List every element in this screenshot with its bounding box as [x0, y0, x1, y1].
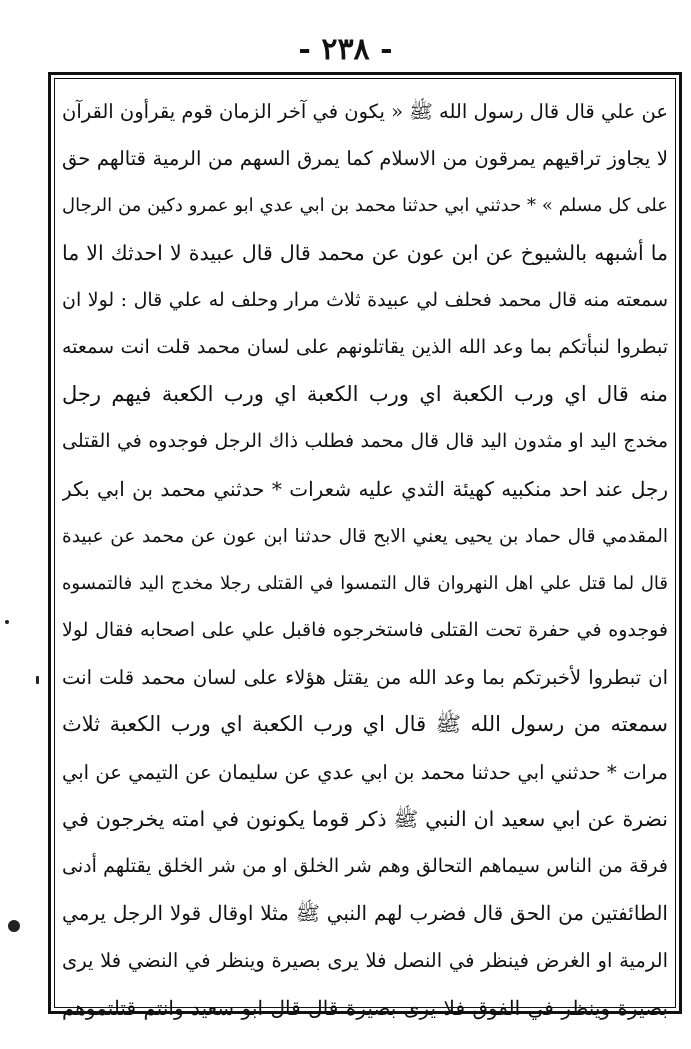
text-line: ما أشبهه بالشيوخ عن ابن عون عن محمد قال قال عبيدة لا احدثك الا ما	[62, 240, 668, 265]
text-line: ان تبطروا لأخبرتكم بما وعد الله من يقتل هؤلاء على لسان محمد قلت انت	[62, 666, 668, 690]
margin-ink-speck	[5, 620, 9, 624]
text-line: فرقة من الناس سيماهم التحالق وهم شر الخلق او من شر الخلق يقتلهم أدنى	[62, 855, 668, 877]
text-line: نضرة عن ابي سعيد ان النبي ﷺ ذكر قوما يكونون في امته يخرجون في	[62, 806, 668, 831]
text-line: مخدج اليد او مثدون اليد قال قال محمد فطلب ذاك الرجل فوجدوه في القتلى	[62, 430, 668, 453]
text-line: سمعته من رسول الله ﷺ قال اي ورب الكعبة اي ورب الكعبة ثلاث	[62, 712, 668, 737]
text-line: رجل عند احد منكبيه كهيئة الثدي عليه شعرات * حدثني محمد بن ابي بكر	[62, 476, 668, 501]
text-line: قال لما قتل علي اهل النهروان قال التمسوا في القتلى رجلا مخدج اليد فالتمسوه	[62, 572, 668, 594]
text-line: تبطروا لنبأتكم بما وعد الله الذين يقاتلونهم على لسان محمد قلت انت سمعته	[62, 335, 668, 358]
text-line: الرمية او الغرض فينظر في النصل فلا يرى بصيرة وينظر في النضي فلا يرى	[62, 949, 668, 973]
text-line: مرات * حدثني ابي حدثنا محمد بن ابي عدي عن سليمان عن التيمي عن ابي	[62, 760, 668, 784]
margin-ink-tick	[36, 676, 39, 684]
margin-ink-dot	[8, 920, 20, 932]
text-line: سمعته منه قال محمد فحلف لي عبيدة ثلاث مرار وحلف له علي قال : لولا ان	[62, 288, 668, 311]
text-line: على كل مسلم » * حدثني ابي حدثنا محمد بن ابي عدي ابو عمرو دكين من الرجال	[62, 195, 668, 217]
text-line: لا يجاوز تراقيهم يمرقون من الاسلام كما يمرق السهم من الرمية قتالهم حق	[62, 147, 668, 171]
text-line: الطائفتين من الحق قال فضرب لهم النبي ﷺ مثلا اوقال قولا الرجل يرمي	[62, 901, 668, 926]
text-line: المقدمي قال حماد بن يحيى يعني الابح قال حدثنا ابن عون عن محمد عن عبيدة	[62, 525, 668, 547]
body-text	[62, 88, 668, 1032]
text-line: منه قال اي ورب الكعبة اي ورب الكعبة اي ورب الكعبة فيهم رجل	[62, 382, 668, 407]
page-number: - ٢٣٨ -	[298, 32, 393, 67]
text-line: فوجدوه في حفرة تحت القتلى فاستخرجوه فاقبل علي على اصحابه فقال لولا	[62, 619, 668, 642]
text-line: عن علي قال قال رسول الله ﷺ « يكون في آخر الزمان قوم يقرأون القرآن	[62, 100, 668, 123]
text-line: بصيرة وينظر في الفوق فلا يرى بصيرة قال قال ابو سعيد وانتم قتلتموهم	[62, 995, 668, 1020]
